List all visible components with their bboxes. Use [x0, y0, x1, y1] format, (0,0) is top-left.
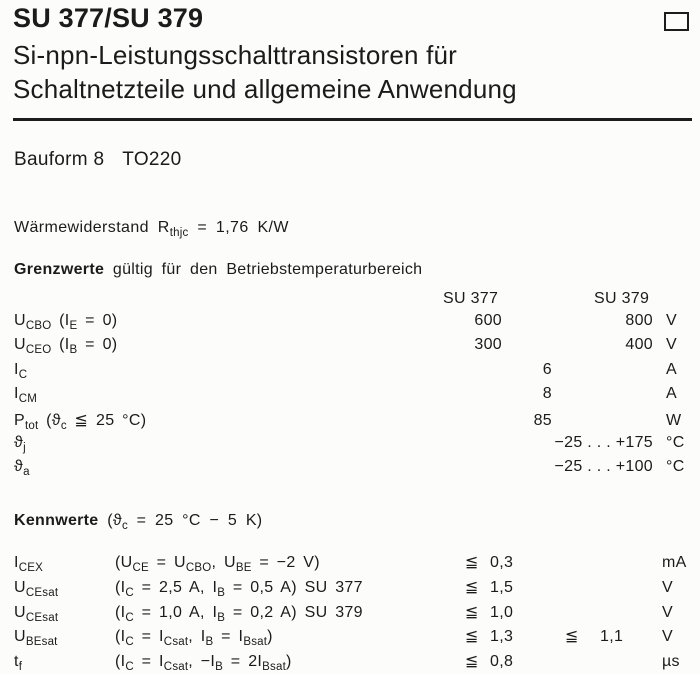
symbol-cell: $ϑ_a$ [14, 458, 30, 479]
characteristics-heading-rest: ($ϑ_c = 25$ °C − 5 K) [98, 512, 263, 533]
symbol-cell: $I_C$ [14, 360, 28, 381]
limit-value-su377: 1,5 [490, 578, 514, 596]
limit-sign-su377: ≦ [465, 578, 479, 596]
limit-value-su377: 1,3 [490, 628, 514, 646]
row-ucesat-su379 [14, 602, 700, 627]
limit-sign-su379: ≦ [565, 628, 579, 646]
limits-table [14, 312, 694, 483]
package-line [14, 149, 182, 171]
row-ucesat-su377 [14, 577, 700, 602]
symbol-cell: $I_{CM}$ [14, 385, 38, 406]
symbol-cell: $U_{BEsat}$ [14, 628, 58, 649]
value-shared-cell: 85 [533, 411, 552, 429]
unit-cell: W [666, 411, 682, 429]
symbol-cell: $ϑ_j$ [14, 433, 26, 455]
limits-heading-rest: gültig für den Betriebstemperaturbereich [104, 261, 423, 278]
condition-cell: ($U_{CE} = U_{CBO}$, $U_{BE} = -2$ V) [115, 554, 320, 575]
unit-cell: V [662, 628, 673, 646]
subtitle-line-1: Si-npn-Leistungsschalttransistoren für [13, 40, 458, 70]
row-uceo [14, 336, 694, 360]
row-ic [14, 361, 694, 385]
package-label: Bauform 8 [14, 149, 105, 170]
value-su379-cell: 400 [625, 336, 653, 354]
header-rule [13, 118, 692, 121]
limit-value-su379: 1,1 [600, 628, 624, 646]
value-shared-cell: 8 [542, 385, 552, 403]
characteristics-section-heading [14, 512, 263, 533]
symbol-cell: $U_{CEsat}$ [14, 603, 59, 624]
page-title: SU 377/SU 379 [13, 3, 204, 33]
symbol-cell: $U_{CEsat}$ [14, 578, 59, 599]
symbol-cell: $P_{tot}$ ($ϑ_c$ ≦ 25 °C) [14, 411, 147, 432]
value-su377-cell: 600 [474, 312, 502, 329]
unit-cell: V [666, 312, 677, 329]
unit-cell: °C [666, 433, 685, 451]
symbol-cell: $I_{CEX}$ [14, 554, 44, 575]
unit-cell: V [662, 578, 673, 596]
value-su379-cell: 800 [625, 312, 653, 329]
unit-cell: A [666, 385, 677, 403]
condition-cell: ($I_C = 1,0$ A, $I_B = 0,2$ A) SU 379 [115, 603, 363, 624]
package-type: TO220 [122, 149, 182, 170]
limit-sign-su377: ≦ [465, 653, 479, 671]
condition-cell: ($I_C = I_{Csat}$, $I_B = I_{Bsat}$) [115, 628, 273, 649]
limit-sign-su377: ≦ [465, 628, 479, 646]
condition-cell: ($I_C = I_{Csat}$, $-I_B = 2I_{Bsat}$) [115, 653, 292, 674]
characteristics-heading-keyword: Kennwerte [14, 512, 99, 529]
value-shared-cell: 6 [542, 360, 552, 378]
limit-value-su377: 1,0 [490, 603, 514, 621]
row-tf [14, 651, 700, 674]
limits-column-headers [0, 290, 700, 310]
value-su379-cell: −25 . . . +175 [554, 433, 653, 451]
symbol-cell: $U_{CEO}$ $(I_B = 0)$ [14, 336, 118, 357]
limit-sign-su377: ≦ [465, 603, 479, 621]
limits-section-heading [14, 261, 422, 279]
row-ubesat [14, 626, 700, 651]
value-su377-cell: 300 [474, 336, 502, 354]
row-theta-j [14, 434, 694, 458]
symbol-cell: $t_f$ [14, 653, 23, 674]
unit-cell: °C [666, 458, 685, 476]
thermal-resistance-line: Wärmewiderstand $R_{thjc} = 1,76$ K/W [14, 219, 289, 240]
symbol-cell: $U_{CBO}$ $(I_E = 0)$ [14, 312, 118, 333]
subtitle-line-2: Schaltnetzteile und allgemeine Anwendung [13, 74, 517, 104]
characteristics-table [14, 552, 700, 674]
unit-cell: A [666, 360, 677, 378]
unit-cell: V [666, 336, 677, 354]
row-ucbo [14, 312, 694, 336]
column-header-su379: SU 379 [594, 290, 650, 307]
row-icex [14, 552, 700, 577]
limit-value-su377: 0,8 [490, 653, 514, 671]
limit-sign-su377: ≦ [465, 554, 479, 571]
condition-cell: ($I_C = 2,5$ A, $I_B = 0,5$ A) SU 377 [115, 578, 363, 599]
corner-checkbox-icon [664, 12, 689, 31]
row-icm [14, 385, 694, 409]
value-su379-cell: −25 . . . +100 [554, 458, 653, 476]
limits-heading-keyword: Grenzwerte [14, 261, 105, 278]
row-theta-a [14, 458, 694, 482]
unit-cell: µs [662, 653, 680, 671]
subtitle [13, 38, 517, 106]
column-header-su377: SU 377 [443, 290, 499, 307]
limit-value-su377: 0,3 [490, 554, 514, 571]
unit-cell: V [662, 603, 673, 621]
row-ptot [14, 410, 694, 434]
unit-cell: mA [662, 554, 687, 571]
